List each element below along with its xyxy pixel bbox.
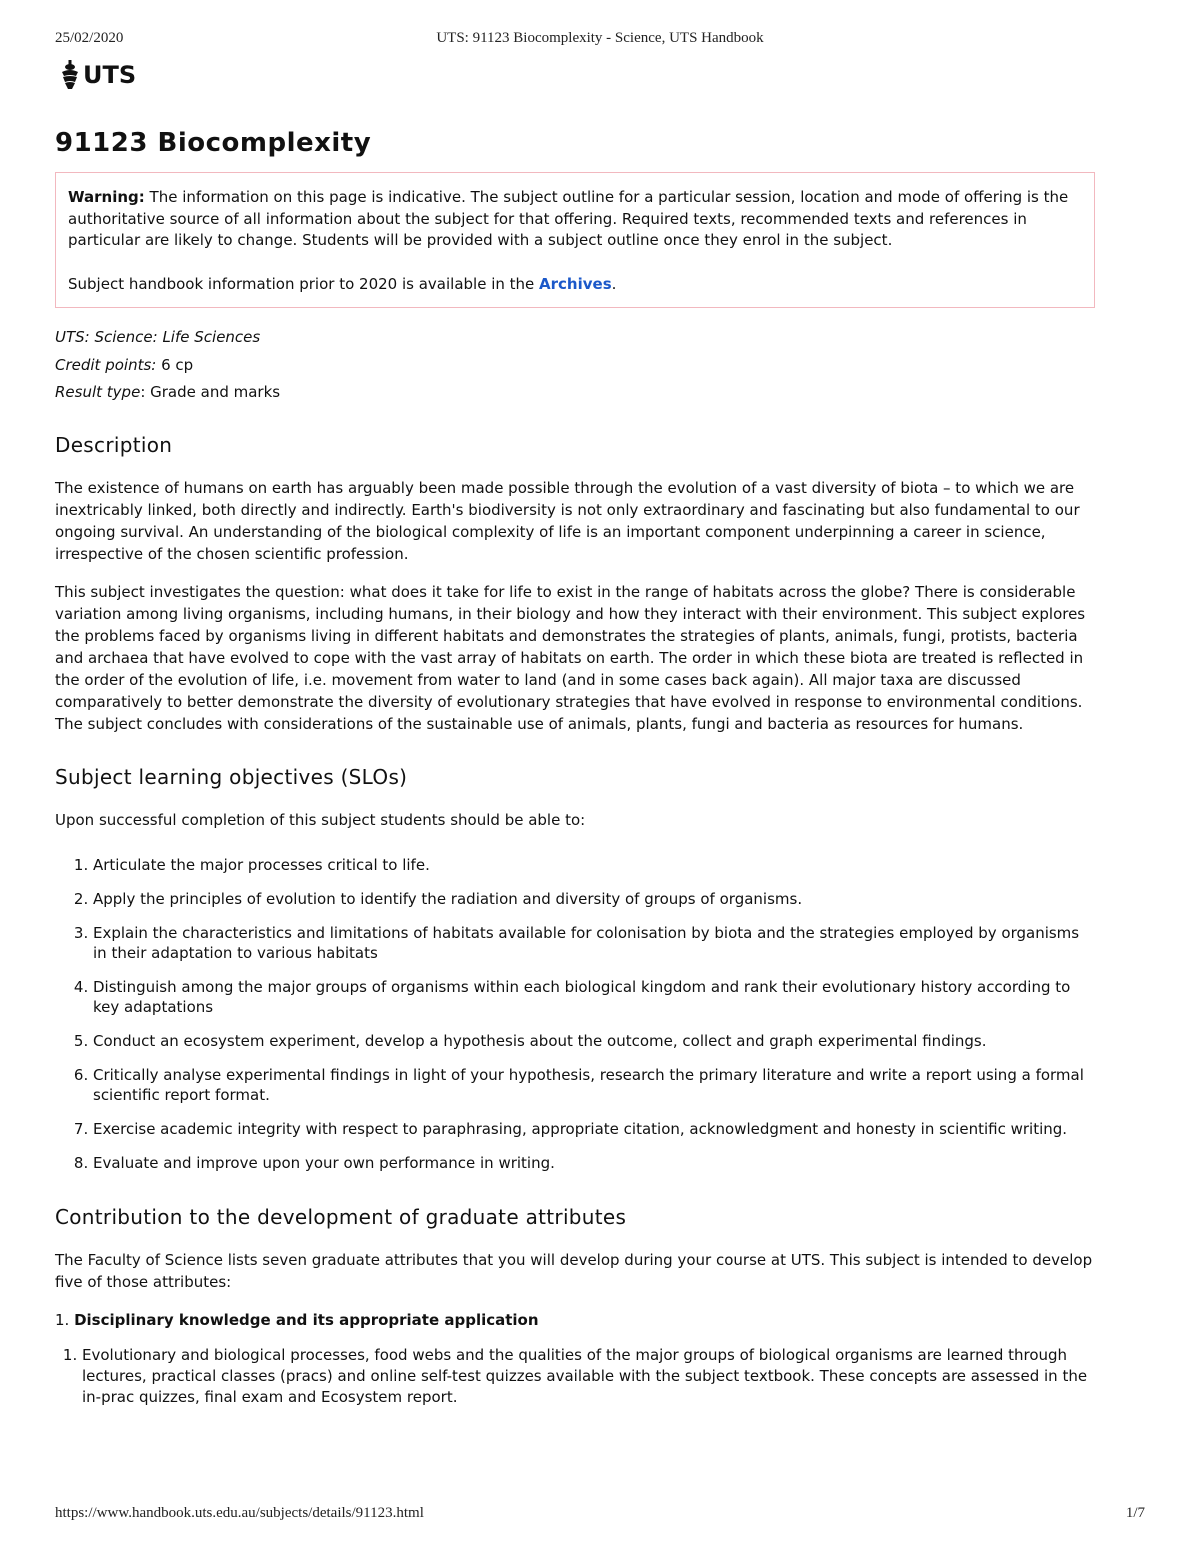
result-type-value: : Grade and marks	[140, 383, 281, 401]
archives-link[interactable]: Archives	[539, 274, 612, 293]
credit-points-line	[55, 352, 1095, 380]
slo-item: 4. Distinguish among the major groups of organisms within each biological kingdom and rank their evolutionary history according to key adaptations	[93, 977, 1095, 1017]
slo-item: 2. Apply the principles of evolution to identify the radiation and diversity of groups of organisms.	[93, 889, 1095, 909]
page-number: 1/7	[1125, 1505, 1145, 1521]
warning-label: Warning:	[68, 188, 145, 206]
result-type-label: Result type	[55, 383, 141, 401]
uts-crest-icon	[60, 60, 80, 90]
subject-meta	[55, 324, 1095, 407]
print-page-title: UTS: 91123 Biocomplexity - Science, UTS Handbook	[436, 30, 764, 46]
logo-text: UTS	[83, 61, 137, 89]
slo-list	[55, 855, 1095, 1173]
faculty-text: UTS: Science: Life Sciences	[55, 328, 261, 346]
graduate-attribute-title	[55, 1309, 1095, 1331]
slo-intro: Upon successful completion of this subject students should be able to:	[55, 810, 586, 829]
archives-suffix: .	[611, 274, 617, 293]
slo-item: 1. Articulate the major processes critical to life.	[93, 855, 1095, 875]
print-date: 25/02/2020	[55, 30, 124, 46]
archives-paragraph	[68, 274, 1082, 296]
graduate-attribute-list	[55, 1345, 1095, 1408]
slo-item: 6. Critically analyse experimental findings in light of your hypothesis, research the primary literature and write a report using a formal scientific report format.	[93, 1065, 1095, 1105]
credit-points-label: Credit points:	[55, 355, 157, 374]
graduate-attribute-number: 1.	[55, 1310, 70, 1329]
slo-heading: Subject learning objectives (SLOs)	[55, 764, 408, 789]
uts-logo[interactable]	[60, 58, 136, 92]
slo-item: 5. Conduct an ecosystem experiment, develop a hypothesis about the outcome, collect and graph experimental findings.	[93, 1031, 1095, 1051]
warning-text: The information on this page is indicative. The subject outline for a particular session, location and mode of offering is the authoritative source of all information about the subject for that offering. Required texts, recommended texts and references in particular are likely to change. Students will be provided with a subject outline once they enrol in the subject.	[68, 188, 1069, 249]
graduate-attributes-heading: Contribution to the development of graduate attributes	[55, 1204, 627, 1229]
main-content	[55, 128, 1095, 1408]
result-type-line	[55, 379, 1095, 407]
graduate-attribute-name: Disciplinary knowledge and its appropriate application	[74, 1310, 539, 1329]
graduate-attributes-intro: The Faculty of Science lists seven graduate attributes that you will develop during your course at UTS. This subject is intended to develop five of those attributes:	[55, 1250, 1093, 1291]
description-heading: Description	[55, 432, 173, 457]
archives-prefix: Subject handbook information prior to 2020 is available in the	[68, 274, 540, 293]
slo-item: 8. Evaluate and improve upon your own performance in writing.	[93, 1153, 1095, 1173]
print-footer	[55, 1505, 1145, 1525]
faculty-line	[55, 324, 1095, 352]
page-title: 91123 Biocomplexity	[55, 128, 372, 158]
page-url: https://www.handbook.uts.edu.au/subjects/details/91123.html	[55, 1505, 424, 1521]
description-paragraph: The existence of humans on earth has arguably been made possible through the evolution of a vast diversity of biota – to which we are inextricably linked, both directly and indirectly. Earth's biodiversity is not only extraordinary and fascinating but also fundamental to our ongoing survival. An understanding of the biological complexity of life is an important component underpinning a career in science, irrespective of the chosen scientific profession.	[55, 478, 1080, 563]
graduate-attribute-item: 1. Evolutionary and biological processes, food webs and the qualities of the major groups of biological organisms are learned through lectures, practical classes (pracs) and online self-test quizzes available with the subject textbook. These concepts are assessed in the in-prac quizzes, final exam and Ecosystem report.	[82, 1345, 1095, 1408]
warning-paragraph	[68, 187, 1082, 252]
credit-points-value: 6 cp	[156, 355, 194, 374]
slo-item: 3. Explain the characteristics and limitations of habitats available for colonisation by biota and the strategies employed by organisms in their adaptation to various habitats	[93, 923, 1095, 963]
warning-box	[55, 172, 1095, 308]
slo-item: 7. Exercise academic integrity with respect to paraphrasing, appropriate citation, acknowledgment and honesty in scientific writing.	[93, 1119, 1095, 1139]
description-paragraph: This subject investigates the question: what does it take for life to exist in the range of habitats across the globe? There is considerable variation among living organisms, including humans, in their biology and how they interact with their environment. This subject explores the problems faced by organisms living in different habitats and demonstrates the strategies of plants, animals, fungi, protists, bacteria and archaea that have evolved to cope with the vast array of habitats on earth. The order in which these biota are treated is reflected in the order of the evolution of life, i.e. movement from water to land (and in some cases back again). All major taxa are discussed comparatively to better demonstrate the diversity of evolutionary strategies that have evolved in response to environmental conditions. The subject concludes with considerations of the sustainable use of animals, plants, fungi and bacteria as resources for humans.	[55, 582, 1086, 733]
print-header	[55, 30, 1145, 50]
